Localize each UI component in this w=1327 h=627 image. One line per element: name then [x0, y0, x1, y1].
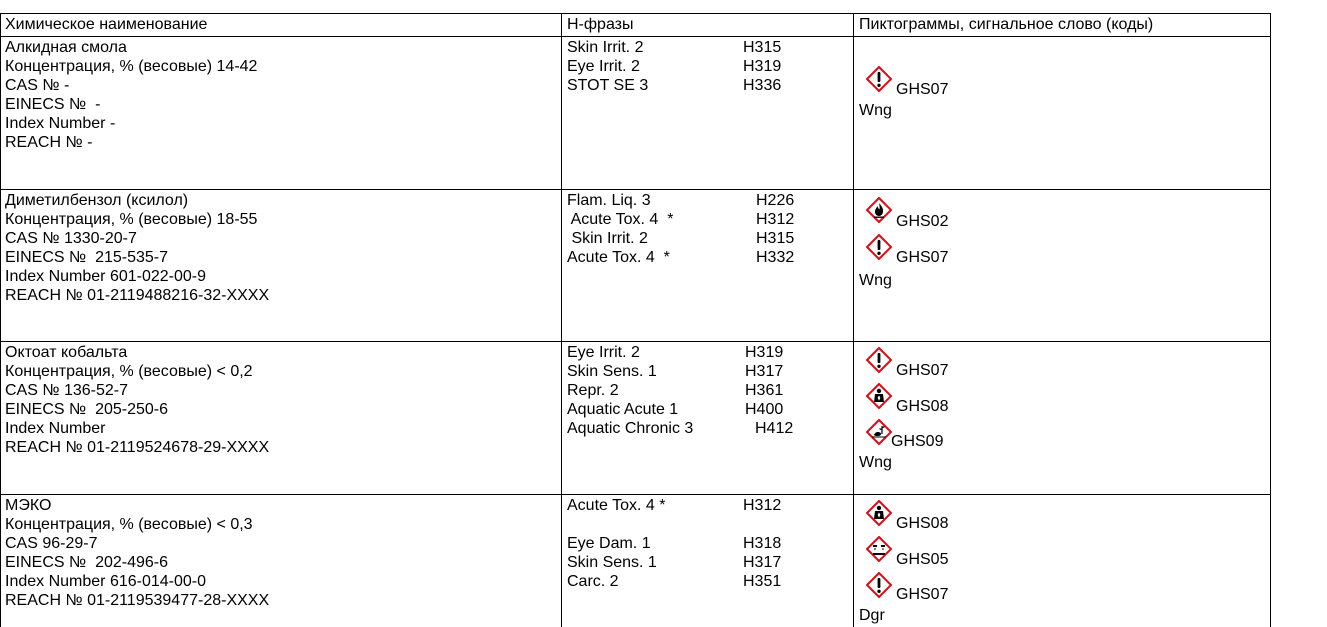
h-statement-code: H336 [743, 77, 782, 94]
h-statement-code: H400 [745, 401, 784, 418]
row-divider [0, 189, 1270, 190]
health-hazard-icon [866, 383, 892, 409]
header-pictograms: Пиктограммы, сигнальное слово (коды) [859, 16, 1154, 33]
h-statement-code: H312 [743, 497, 782, 514]
ghs-code: GHS09 [891, 433, 944, 450]
signal-word: Wng [859, 102, 892, 119]
hazard-class: Skin Irrit. 2 [567, 230, 648, 247]
header-h-phrases: H-фразы [567, 16, 634, 33]
chemical-detail-line: CAS № 136-52-7 [5, 382, 128, 399]
chemical-detail-line: REACH № 01-2119524678-29-XXXX [5, 439, 270, 456]
hazard-class: Eye Irrit. 2 [567, 344, 640, 361]
chemical-detail-line: REACH № 01-2119488216-32-XXXX [5, 287, 270, 304]
flame-icon [866, 197, 892, 223]
column-divider [561, 13, 562, 627]
hazard-class: Acute Tox. 4 * [567, 497, 666, 514]
chemical-detail-line: Index Number - [5, 115, 116, 132]
environment-icon [866, 419, 892, 445]
chemical-detail-line: EINECS № 202-496-6 [5, 554, 169, 571]
header-chemical-name: Химическое наименование [5, 16, 208, 33]
hazard-class: Carc. 2 [567, 573, 619, 590]
ghs-code: GHS07 [896, 81, 949, 98]
chemical-detail-line: CAS № - [5, 77, 70, 94]
table-border-top [0, 13, 1270, 14]
hazard-class: Acute Tox. 4 * [567, 211, 674, 228]
chemical-detail-line: Index Number [5, 420, 106, 437]
exclamation-icon [866, 347, 892, 373]
h-statement-code: H317 [745, 363, 784, 380]
h-statement-code: H312 [756, 211, 795, 228]
ghs-code: GHS05 [896, 551, 949, 568]
h-statement-code: H317 [743, 554, 782, 571]
chemical-detail-line: Index Number 616-014-00-0 [5, 573, 207, 590]
h-statement-code: H318 [743, 535, 782, 552]
h-statement-code: H332 [756, 249, 795, 266]
h-statement-code: H315 [743, 39, 782, 56]
ghs-code: GHS08 [896, 398, 949, 415]
h-statement-code: H361 [745, 382, 784, 399]
chemical-detail-line: EINECS № - [5, 96, 101, 113]
hazard-class: STOT SE 3 [567, 77, 649, 94]
chemical-detail-line: CAS № 1330-20-7 [5, 230, 137, 247]
chemical-detail-line: Октоат кобальта [5, 344, 128, 361]
ghs-code: GHS07 [896, 362, 949, 379]
ghs-code: GHS07 [896, 249, 949, 266]
chemical-detail-line: REACH № - [5, 134, 93, 151]
hazard-class: Skin Irrit. 2 [567, 39, 644, 56]
chemical-detail-line: Index Number 601-022-00-9 [5, 268, 207, 285]
chemical-detail-line: EINECS № 215-535-7 [5, 249, 169, 266]
chemical-detail-line: Концентрация, % (весовые) < 0,3 [5, 516, 253, 533]
table-border-right [1270, 13, 1271, 627]
hazard-class: Aquatic Chronic 3 [567, 420, 694, 437]
hazard-class: Flam. Liq. 3 [567, 192, 651, 209]
hazard-class: Eye Dam. 1 [567, 535, 651, 552]
chemical-detail-line: Концентрация, % (весовые) 18-55 [5, 211, 258, 228]
h-statement-code: H412 [755, 420, 794, 437]
row-divider [0, 341, 1270, 342]
h-statement-code: H315 [756, 230, 795, 247]
chemical-detail-line: Концентрация, % (весовые) < 0,2 [5, 363, 253, 380]
hazard-class: Eye Irrit. 2 [567, 58, 640, 75]
chemical-detail-line: EINECS № 205-250-6 [5, 401, 169, 418]
h-statement-code: H319 [745, 344, 784, 361]
chemical-detail-line: Алкидная смола [5, 39, 127, 56]
chemical-detail-line: Концентрация, % (весовые) 14-42 [5, 58, 258, 75]
chemical-detail-line: REACH № 01-2119539477-28-XXXX [5, 592, 270, 609]
chemical-detail-line: CAS 96-29-7 [5, 535, 98, 552]
exclamation-icon [866, 66, 892, 92]
signal-word: Dgr [859, 607, 885, 624]
signal-word: Wng [859, 272, 892, 289]
exclamation-icon [866, 572, 892, 598]
hazard-class: Acute Tox. 4 * [567, 249, 670, 266]
corrosion-icon [866, 536, 892, 562]
column-divider [853, 13, 854, 627]
hazard-class: Repr. 2 [567, 382, 619, 399]
table-border-left [0, 13, 1, 627]
health-hazard-icon [866, 500, 892, 526]
chemical-detail-line: МЭКО [5, 497, 52, 514]
h-statement-code: H319 [743, 58, 782, 75]
h-statement-code: H226 [756, 192, 795, 209]
hazard-class: Skin Sens. 1 [567, 554, 657, 571]
signal-word: Wng [859, 454, 892, 471]
hazard-class: Skin Sens. 1 [567, 363, 657, 380]
h-statement-code: H351 [743, 573, 782, 590]
exclamation-icon [866, 234, 892, 260]
row-divider [0, 36, 1270, 37]
chemical-detail-line: Диметилбензол (ксилол) [5, 192, 189, 209]
ghs-code: GHS08 [896, 515, 949, 532]
ghs-code: GHS02 [896, 213, 949, 230]
ghs-code: GHS07 [896, 586, 949, 603]
row-divider [0, 494, 1270, 495]
hazard-class: Aquatic Acute 1 [567, 401, 679, 418]
